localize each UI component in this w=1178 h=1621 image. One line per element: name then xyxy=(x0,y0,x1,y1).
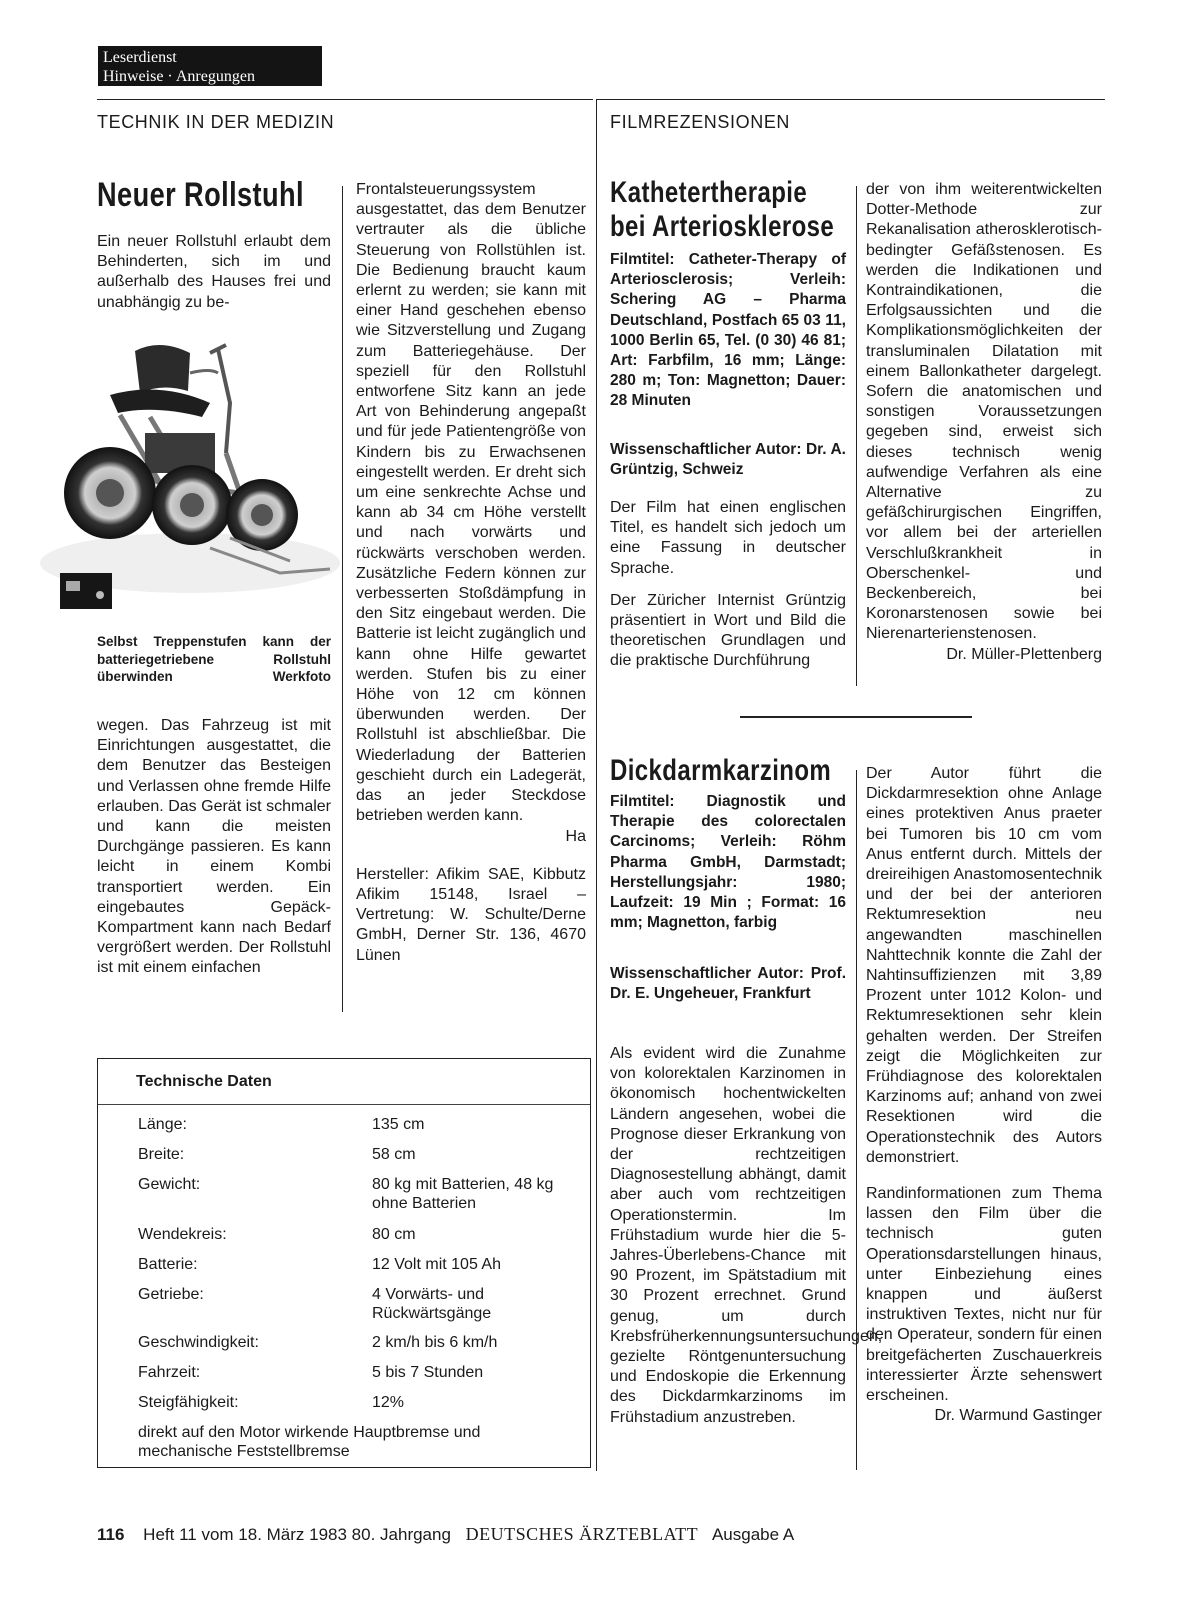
data-value: 80 kg mit Batterien, 48 kg ohne Batterien xyxy=(372,1176,554,1212)
data-value: 4 Vorwärts- und Rückwärtsgänge xyxy=(372,1286,492,1322)
technical-data-title: Technische Daten xyxy=(136,1073,272,1090)
column-rule-1 xyxy=(342,186,343,1012)
technical-data-note: direkt auf den Motor wirkende Hauptbremse und mechanische Feststellbremse xyxy=(138,1424,481,1460)
film-title-line-1: Kathetertherapie xyxy=(610,176,808,209)
film2-paragraph-2: Der Autor führt die Dickdarmresektion ohne Anlage eines protektiven Anus praeter bei Tumoren bis 10 cm vom Anus entfernt durch. Mittels der dreireihigen Anastomosentechnik und der bei der anterioren Rektumresektion neu angewandten maschinellen Nahttechnik konnte die Zahl der Nahtinsuffizienzen mit 3,89 Prozent unter 1012 Kolon- und Rektumresektionen sehr klein gehalten werden. Der Streifen zeigt die Möglichkeiten zur Frühdiagnose des kolorektalen Karzinoms auf; anhand von zwei Resektionen wird die Operationstechnik des Autors demonstriert. xyxy=(866,765,1102,1166)
section-badge xyxy=(98,46,322,86)
badge-line-2: Hinweise · Anregungen xyxy=(103,68,255,85)
article-title-rollstuhl: Neuer Rollstuhl xyxy=(97,176,304,214)
film1-body-col1 xyxy=(610,498,846,672)
film1-author: Wissenschaftlicher Autor: Dr. A. Grüntzig, Schweiz xyxy=(610,441,846,479)
technical-data-box xyxy=(97,1058,591,1468)
film-title-dickdarmkarzinom: Dickdarmkarzinom xyxy=(610,754,832,787)
film1-paragraph-2: Der Züricher Internist Grüntzig präsentiert in Wort und Bild die theoretischen Grundlagen und die praktische Durchführung xyxy=(610,591,846,670)
data-label: Breite: xyxy=(138,1146,185,1163)
film2-signature: Dr. Warmund Gastinger xyxy=(934,1407,1102,1425)
film2-paragraph-3: Randinformationen zum Thema lassen den Film über die technisch guten Operationsdarstellungen hinaus, unter Einbeziehung eines knappen und äußerst instruktiven Textes, nicht nur für den Operateur, sondern für einen breitgefächerten Zuschauerkreis interessierter Ärzte sehenswert erscheinen. xyxy=(866,1185,1102,1405)
data-label: Wendekreis: xyxy=(138,1226,227,1243)
data-value: 58 cm xyxy=(372,1146,416,1163)
page-number: 116 xyxy=(97,1525,125,1544)
data-label: Geschwindigkeit: xyxy=(138,1334,259,1351)
film2-body-col1: Als evident wird die Zunahme von kolorektalen Karzinomen in ökonomisch hochentwickelten Ländern angesehen, wobei die Prognose dieser Erkrankung von der rechtzeitigen Diagnosestellung abhängt, damit aber auch vom rechtzeitigen Operationstermin. Im Frühstadium wurde hier die 5-Jahres-Überlebens-Chance mit 90 Prozent, im Spätstadium mit 30 Prozent errechnet. Grund genug, um durch Krebsfrüherkennungsuntersuchungen, gezielte Röntgenuntersuchung und Endoskopie die Erkennung des Dickdarmkarzinoms im Frühstadium anzustreben. xyxy=(610,1045,883,1426)
data-label: Fahrzeit: xyxy=(138,1364,201,1381)
data-label: Batterie: xyxy=(138,1256,198,1273)
data-value: 135 cm xyxy=(372,1116,425,1133)
film2-info: Filmtitel: Diagnostik und Therapie des colorectalen Carcinoms; Verleih: Röhm Pharma GmbH, Darmstadt; Herstellungsjahr: 1980; Laufzeit: 19 Min ; Format: 16 mm; Magnetton, farbig xyxy=(610,793,846,932)
data-label: Getriebe: xyxy=(138,1286,204,1303)
data-value: 2 km/h bis 6 km/h xyxy=(372,1334,498,1351)
badge-line-1: Leserdienst xyxy=(103,49,177,66)
photo-caption-text: Selbst Treppenstufen kann der batteriegetriebene Rollstuhl überwinden xyxy=(97,634,331,684)
film1-body-col2 xyxy=(866,180,1102,665)
data-value: 12 Volt mit 105 Ah xyxy=(372,1256,501,1273)
review-separator xyxy=(740,716,972,718)
film1-signature: Dr. Müller-Plettenberg xyxy=(946,645,1102,663)
article-body-col1: wegen. Das Fahrzeug ist mit Einrichtungen ausgestattet, die dem Benutzer das Besteigen und Verlassen ohne fremde Hilfe erlauben. Das Gerät ist schmaler und kann die meisten Durchgänge passieren. Es kann leicht in einem Kombi transportiert werden. Ein eingebautes Gepäck-Kompartment kann nach Bedarf vergrößert werden. Der Rollstuhl ist mit einem einfachen xyxy=(97,717,331,977)
data-label: Steigfähigkeit: xyxy=(138,1394,239,1411)
wheelchair-illustration xyxy=(40,333,340,625)
article-body-col2-text: Frontalsteuerungssystem ausgestattet, das dem Benutzer vertrauter als die übliche Steuerung von Rollstühlen ist. Die Bedienung braucht kaum erlernt zu werden; sie kann mit einer Hand geschehen ebenso wie Sitzverstellung und Zugang zum Batteriegehäuse. Der speziell für den Rollstuhl entworfene Sitz kann an jede Art von Behinderung angepaßt und für jede Patientengröße von Kindern bis zu Erwachsenen eingestellt werden. Er dreht sich um eine senkrechte Achse und kann ab 34 cm Höhe verstellt und nach vorwärts und rückwärts verschoben werden. Zusätzliche Federn können zur verbesserten Stoßdämpfung in den Sitz eingebaut werden. Die Batterie ist leicht zugänglich und kann ohne Hilfe gewartet werden. Stufen bis zu einer Höhe von 12 cm können überwunden werden. Der Rollstuhl ist abschließbar. Die Wiederladung der Batterien geschieht durch ein Ladegerät, das an jeder Steckdose betrieben werden kann. xyxy=(356,181,586,825)
column-rule-film2 xyxy=(856,770,857,1470)
data-label: Länge: xyxy=(138,1116,187,1133)
photo-caption xyxy=(97,633,331,686)
wheelchair-photo xyxy=(40,333,340,625)
edition-label: Ausgabe A xyxy=(711,1525,795,1544)
center-rule xyxy=(596,99,597,1471)
top-rule-left xyxy=(97,99,593,100)
film1-paragraph-1: Der Film hat einen englischen Titel, es handelt sich jedoch um eine Fassung in deutscher Sprache. xyxy=(610,499,846,577)
article-signature: Ha xyxy=(565,827,586,845)
film1-paragraph-3: der von ihm weiterentwickelten Dotter-Methode zur Rekanalisation atherosklerotisch-bedingter Gefäßstenosen. Es werden die Indikationen und Kontraindikationen, die Erfolgsaussichten und die Komplikationsmöglichkeiten der transluminalen Dilatation mit einem Ballonkatheter dargelegt. Sofern die anatomischen und sonstigen Voraussetzungen gegeben sind, erweist sich dieses technisch wenig aufwendige Verfahren als eine Alternative zu gefäßchirurgischen Eingriffen, vor allem bei der arteriellen Verschlußkrankheit in Oberschenkel- und Beckenbereich, bei Koronarstenosen sowie bei Nierenarterienstenosen. xyxy=(866,181,1102,643)
page-footer xyxy=(97,1524,794,1545)
film2-body-col2 xyxy=(866,764,1102,1427)
data-value: 12% xyxy=(372,1394,405,1411)
data-value: 80 cm xyxy=(372,1226,416,1243)
article-intro: Ein neuer Rollstuhl erlaubt dem Behinderten, sich im und außerhalb des Hauses frei und unabhängig zu be- xyxy=(97,233,331,311)
technical-data-separator xyxy=(98,1104,590,1105)
data-value: 5 bis 7 Stunden xyxy=(372,1364,484,1381)
journal-name: DEUTSCHES ÄRZTEBLATT xyxy=(465,1524,699,1544)
column-rule-film1 xyxy=(856,186,857,686)
film2-author: Wissenschaftlicher Autor: Prof. Dr. E. Ungeheuer, Frankfurt xyxy=(610,965,846,1003)
article-body-col2 xyxy=(356,180,586,966)
film1-info: Filmtitel: Catheter-Therapy of Arteriosclerosis; Verleih: Schering AG – Pharma Deutschland, Postfach 65 03 11, 1000 Berlin 65, Tel. (0 30) 46 81; Art: Farbfilm, 16 mm; Länge: 280 m; Ton: Magnetton; Dauer: 28 Minuten xyxy=(610,251,846,410)
film-title-line-2: bei Arteriosklerose xyxy=(610,210,835,243)
issue-info: Heft 11 vom 18. März 1983 80. Jahrgang xyxy=(143,1525,451,1544)
data-label: Gewicht: xyxy=(138,1176,201,1193)
manufacturer-info: Hersteller: Afikim SAE, Kibbutz Afikim 15148, Israel – Vertretung: W. Schulte/Derne GmbH, Derner Str. 136, 4670 Lünen xyxy=(356,865,586,964)
film-title-kathetertherapie xyxy=(610,176,834,244)
section-label-technik: TECHNIK IN DER MEDIZIN xyxy=(97,112,335,132)
section-label-filmrezensionen: FILMREZENSIONEN xyxy=(610,112,791,132)
top-rule-right xyxy=(597,99,1105,100)
photo-credit: Werkfoto xyxy=(272,669,331,684)
